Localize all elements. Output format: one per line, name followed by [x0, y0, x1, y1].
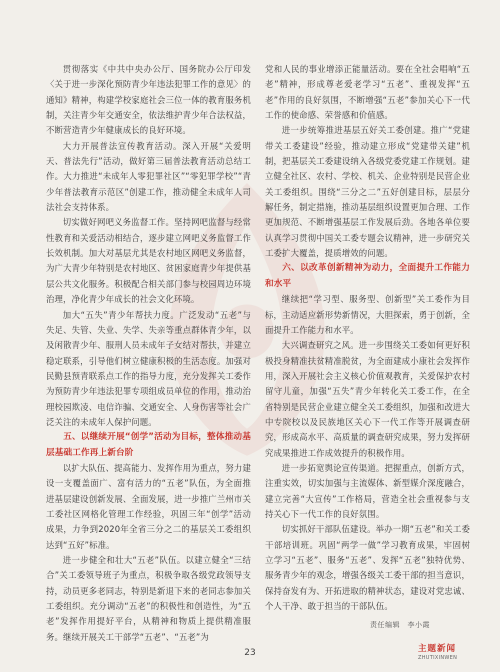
section-heading-6: 六、以改革创新精神为动力，全面提升工作能力和水平	[265, 263, 470, 289]
paragraph: 加大“五失”青少年帮扶力度。广泛发动“五老”与失足、失管、失业、失学、失亲等重点群体青少年，以及闲散青少年、服刑人员未成年子女结对帮扶，并建立稳定联系，引导他们树立健康积极的生活态度。加强对民勤县预青联系点工作的指导力度，充分发挥关工委作为预防青少年违法犯罪专项组成员单位的作用，推动治理校园欺凌、电信诈骗、交通安全、人身伤害等社会广泛关注的未成年人保护问题。	[46, 309, 251, 427]
left-column	[46, 62, 251, 645]
section-heading-5: 五、以继续开展“创学”活动为目标，整体推动基层基础工作再上新台阶	[46, 432, 251, 458]
brand-subtitle: ZHUTIXINWEN	[418, 655, 458, 661]
paragraph: 进一步拓宽舆论宣传渠道。把握重点，创新方式，注重实效，切实加强与主流媒体、新型媒介深度融合，建立完善“大宣传”工作格局，营造全社会重视参与支持关心下一代工作的良好氛围。	[265, 462, 470, 519]
paragraph-continued: 党和人民的事业增添正能量活动。要在全社会唱响“五老”精神，形成尊老爱老学习“五老”、重视发挥“五老”作用的良好氛围，不断增强“五老”参加关心下一代工作的使命感、荣誉感和价值感。	[265, 64, 470, 121]
paragraph: 进一步健全和壮大“五老”队伍。以建立健全“三结合”关工委领导班子为重点，积极争取各级党政领导支持，动员更多老同志，特别是新退下来的老同志参加关工委组织。充分调动“五老”的积极性和创造性，为“五老”发挥作用提好平台，从精神和物质上提供精准服务。继续开展关工干部学“五老”、“五老”为	[46, 555, 251, 642]
paragraph: 进一步统筹推进基层五好关工委创建。推广“党建带关工委建设”经验，推动建立形成“党建带关建”机制，把基层关工委建设纳入各级党委党建工作规划。建立健全社区、农村、学校、机关、企业特别是民营企业关工委组织。围绕“三分之二”五好创建目标，层层分解任务，制定措施，推动基层组织设置更加合理、工作更加规范、不断增强基层工作发展后劲。各地各单位要认真学习贯彻中国关工委专题会议精神，进一步研究关工委扩大覆盖，提质增效的问题。	[265, 125, 470, 259]
page-number: 23	[244, 648, 256, 658]
right-column	[265, 62, 470, 614]
brand-title: 主题新闻	[418, 644, 457, 654]
editor-credit: 责任编辑 李小霞	[370, 621, 430, 629]
paragraph: 继续把“学习型、服务型、创新型”关工委作为目标，主动适应新形势新情况，大胆探索，勇于创新，全面提升工作能力和水平。	[265, 294, 470, 335]
paragraph: 大兴调查研究之风。进一步围绕关工委如何更好积极投身精准扶贫精准脱贫，为全面建成小康社会发挥作用，深入开展社会主义核心价值观教育，关爱保护农村留守儿童，加强“五失”青少年转化关工委工作，在全省特别是民营企业建立健全关工委组织，加强和改进大中专院校以及民族地区关心下一代工作等开展调查研究，形成高水平、高质量的调查研究成果，努力发挥研究成果推进工作成效提升的积极作用。	[265, 340, 470, 458]
paragraph: 以扩大队伍、提高能力、发挥作用为重点，努力建设一支覆盖面广、富有活力的“五老”队伍，为全面推进基层建设创新发展、全面发展，进一步推广兰州市关工委社区网格化管理工作经验，巩固三年“创学”活动成果，力争到2020年全省三分之二的基层关工委组织达到“五好”标准。	[46, 462, 251, 550]
paragraph: 切实做好网吧义务监督工作。坚持网吧监督与经常性教育和关爱活动相结合，逐步建立网吧义务监督工作长效机制。加大对基层尤其是农村地区网吧义务监督，为广大青少年特别是农村地区、贫困家庭青少年提供基层公共文化服务。积极配合相关部门参与校园周边环境治理，净化青少年成长的社会文化环境。	[46, 217, 251, 305]
section-brand	[418, 642, 478, 661]
paragraph: 大力开展普法宣传教育活动。深入开展“关爱明天、普法先行”活动，做好第三届普法教育活动总结工作。大力推进“未成年人零犯罪社区”“零犯罪学校”“青少年普法教育示范区”创建工作，推动健全未成年人司法社会支持体系。	[46, 140, 251, 213]
paragraph: 切实抓好干部队伍建设。举办一期“五老”和关工委干部培训班。巩固“两学一做”学习教育成果，牢固树立学习“五老”、服务“五老”、发挥“五老”独特优势、服务青少年的观念，增强各级关工委干部的担当意识，保持奋发有为、开拓进取的精神状态，建设对党忠诚、个人干净、敢于担当的干部队伍。	[265, 524, 470, 612]
paragraph: 贯彻落实《中共中央办公厅、国务院办公厅印发〈关于进一步深化预防青少年违法犯罪工作的意见〉的通知》精神，构建学校家庭社会三位一体的教育服务机制，关注青少年交通安全，依法维护青少年合法权益，不断营造青少年健康成长的良好环境。	[46, 64, 251, 136]
